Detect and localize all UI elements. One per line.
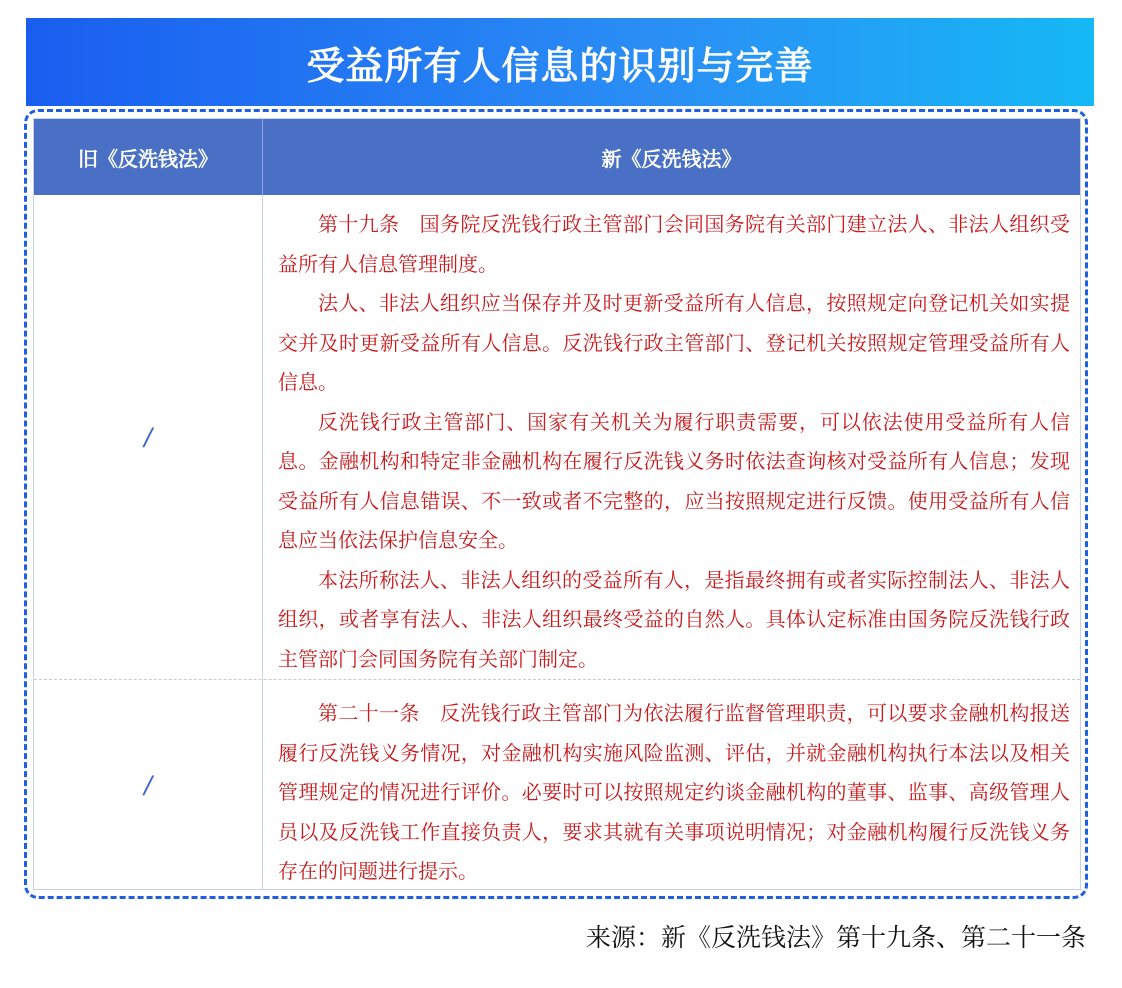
- new-law-cell-row-1: [278, 205, 1070, 679]
- article-19-para-2: 法人、非法人组织应当保存并及时更新受益所有人信息，按照规定向登记机关如实提交并及时更新受益所有人信息。反洗钱行政主管部门、登记机关按照规定管理受益所有人信息。: [278, 291, 1070, 394]
- article-19-para-1: 第十九条 国务院反洗钱行政主管部门会同国务院有关部门建立法人、非法人组织受益所有人信息管理制度。: [278, 212, 1070, 276]
- header-new-law: 新《反洗钱法》: [601, 146, 742, 171]
- column-divider: [262, 195, 263, 889]
- old-law-cell-row-1: /: [143, 423, 153, 451]
- comparison-table: [33, 118, 1081, 890]
- new-law-cell-row-2: [278, 694, 1070, 892]
- page-title: 受益所有人信息的识别与完善: [306, 43, 814, 88]
- article-19-para-4: 本法所称法人、非法人组织的受益所有人，是指最终拥有或者实际控制法人、非法人组织，或者享有法人、非法人组织最终受益的自然人。具体认定标准由国务院反洗钱行政主管部门会同国务院有关部门制定。: [278, 567, 1070, 671]
- article-19-para-3: 反洗钱行政主管部门、国家有关机关为履行职责需要，可以依法使用受益所有人信息。金融机构和特定非金融机构在履行反洗钱义务时依法查询核对受益所有人信息；发现受益所有人信息错误、不一致或者不完整的，应当按照规定进行反馈。使用受益所有人信息应当依法保护信息安全。: [278, 409, 1070, 552]
- title-banner: [26, 18, 1094, 106]
- table-header: [34, 119, 1080, 195]
- old-law-cell-row-2: /: [143, 770, 153, 799]
- header-old-law: 旧《反洗钱法》: [78, 146, 218, 171]
- source-note: 来源：新《反洗钱法》第十九条、第二十一条: [585, 923, 1086, 952]
- article-21-para-1: 第二十一条 反洗钱行政主管部门为依法履行监督管理职责，可以要求金融机构报送履行反洗钱义务情况，对金融机构实施风险监测、评估，并就金融机构执行本法以及相关管理规定的情况进行评价。必要时可以按照规定约谈金融机构的董事、监事、高级管理人员以及反洗钱工作直接负责人，要求其就有关事项说明情况；对金融机构履行反洗钱义务存在的问题进行提示。: [278, 701, 1070, 883]
